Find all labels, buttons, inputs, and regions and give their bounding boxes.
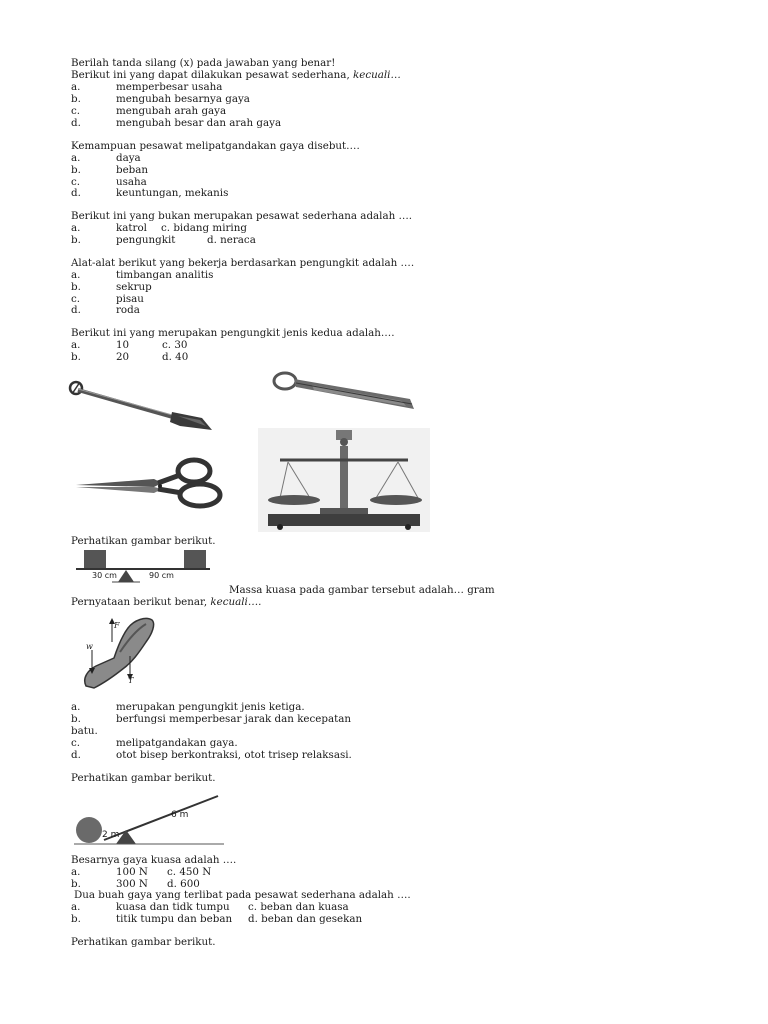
q7-option-b-text: berfungsi memperbesar jarak dan kecepatan	[116, 713, 352, 725]
q6-question: Massa kuasa pada gambar tersebut adalah… gram	[229, 584, 495, 596]
q4-option-c-text: pisau	[116, 293, 144, 305]
q5-option-c[interactable]: c. 30	[162, 339, 188, 351]
q9-option-a-letter[interactable]: a.	[71, 901, 81, 913]
q1-option-d-letter[interactable]: d.	[71, 117, 81, 129]
q1-option-d-text: mengubah besar dan arah gaya	[116, 117, 282, 129]
q3-option-d[interactable]: d. neraca	[207, 234, 256, 246]
q2-option-d-letter[interactable]: d.	[71, 187, 81, 199]
q2-option-a-text: daya	[116, 152, 141, 164]
q8-option-a-text: 100 N	[116, 866, 148, 878]
q9-option-a-text: kuasa dan tidk tumpu	[116, 901, 230, 913]
q8-stem: Besarnya gaya kuasa adalah ….	[71, 854, 237, 866]
q7-option-c-letter[interactable]: c.	[71, 737, 81, 749]
q8-option-a-letter[interactable]: a.	[71, 866, 81, 878]
arm-label-t: T	[128, 676, 134, 685]
q8-option-b-letter[interactable]: b.	[71, 878, 81, 890]
q2-option-b-letter[interactable]: b.	[71, 164, 81, 176]
q4-option-a-letter[interactable]: a.	[71, 269, 81, 281]
q1-option-b-letter[interactable]: b.	[71, 93, 81, 105]
q4-option-d-text: roda	[116, 304, 140, 316]
q4-option-b-text: sekrup	[116, 281, 152, 293]
q8-option-b-text: 300 N	[116, 878, 148, 890]
q4-stem: Alat-alat berikut yang bekerja berdasarkan pengungkit adalah ….	[71, 257, 415, 269]
incline-label-2m: 2 m	[102, 830, 120, 840]
lever-label-90cm: 90 cm	[149, 571, 174, 580]
q3-stem: Berikut ini yang bukan merupakan pesawat sederhana adalah ….	[71, 210, 413, 222]
q9-option-b-letter[interactable]: b.	[71, 913, 81, 925]
q2-option-d-text: keuntungan, mekanis	[116, 187, 229, 199]
scissors-image	[72, 453, 228, 511]
q2-stem: Kemampuan pesawat melipatgandakan gaya disebut….	[71, 140, 360, 152]
q3-option-b-letter[interactable]: b.	[71, 234, 81, 246]
q5-stem: Berikut ini yang merupakan pengungkit jenis kedua adalah….	[71, 327, 395, 339]
inclined-lever-diagram	[74, 792, 224, 848]
shovel-image	[68, 378, 216, 436]
q1-option-c-letter[interactable]: c.	[71, 105, 81, 117]
q9-stem: Dua buah gaya yang terlibat pada pesawat sederhana adalah ….	[74, 889, 411, 901]
instruction: Berilah tanda silang (x) pada jawaban yang benar!	[71, 57, 336, 69]
q3-option-a-text: katrol	[116, 222, 147, 234]
q2-option-c-text: usaha	[116, 176, 147, 188]
q8-intro: Perhatikan gambar berikut.	[71, 772, 216, 784]
q4-option-c-letter[interactable]: c.	[71, 293, 81, 305]
q2-option-a-letter[interactable]: a.	[71, 152, 81, 164]
q4-option-a-text: timbangan analitis	[116, 269, 214, 281]
q5-option-b-text: 20	[116, 351, 130, 363]
q8-option-c[interactable]: c. 450 N	[167, 866, 212, 878]
q2-option-c-letter[interactable]: c.	[71, 176, 81, 188]
incline-label-6m: 6 m	[171, 810, 189, 820]
q5-option-a-text: 10	[116, 339, 130, 351]
q2-option-b-text: beban	[116, 164, 149, 176]
q9-option-d[interactable]: d. beban dan gesekan	[248, 913, 363, 925]
q10-intro: Perhatikan gambar berikut.	[71, 936, 216, 948]
q3-option-a-letter[interactable]: a.	[71, 222, 81, 234]
q3-option-b-text: pengungkit	[116, 234, 176, 246]
q4-option-d-letter[interactable]: d.	[71, 304, 81, 316]
q9-option-b-text: titik tumpu dan beban	[116, 913, 233, 925]
q1-option-a-text: memperbesar usaha	[116, 81, 223, 93]
q7-option-d-letter[interactable]: d.	[71, 749, 81, 761]
q1-option-c-text: mengubah arah gaya	[116, 105, 227, 117]
lever-label-30cm: 30 cm	[92, 571, 117, 580]
q9-option-c[interactable]: c. beban dan kuasa	[248, 901, 349, 913]
arm-label-w: w	[86, 642, 93, 651]
q8-option-d[interactable]: d. 600	[167, 878, 200, 890]
q4-option-b-letter[interactable]: b.	[71, 281, 81, 293]
q7-option-d-text: otot bisep berkontraksi, otot trisep relaksasi.	[116, 749, 352, 761]
q6-intro: Perhatikan gambar berikut.	[71, 535, 216, 547]
q7-option-a-letter[interactable]: a.	[71, 701, 81, 713]
arm-label-f: F	[114, 621, 120, 630]
q7-option-a-text: merupakan pengungkit jenis ketiga.	[116, 701, 305, 713]
q7-option-b-wrap: batu.	[71, 725, 98, 737]
bottle-opener-image	[272, 369, 422, 413]
q3-option-c[interactable]: c. bidang miring	[161, 222, 247, 234]
q7-option-c-text: melipatgandakan gaya.	[116, 737, 238, 749]
q7-option-b-letter[interactable]: b.	[71, 713, 81, 725]
q1-option-b-text: mengubah besarnya gaya	[116, 93, 250, 105]
q5-option-b-letter[interactable]: b.	[71, 351, 81, 363]
q1-stem: Berikut ini yang dapat dilakukan pesawat sederhana, kecuali…	[71, 69, 401, 81]
q7-stem: Pernyataan berikut benar, kecuali….	[71, 596, 262, 608]
q5-option-a-letter[interactable]: a.	[71, 339, 81, 351]
q1-option-a-letter[interactable]: a.	[71, 81, 81, 93]
q5-option-d[interactable]: d. 40	[162, 351, 189, 363]
balance-scale-image	[258, 428, 430, 532]
